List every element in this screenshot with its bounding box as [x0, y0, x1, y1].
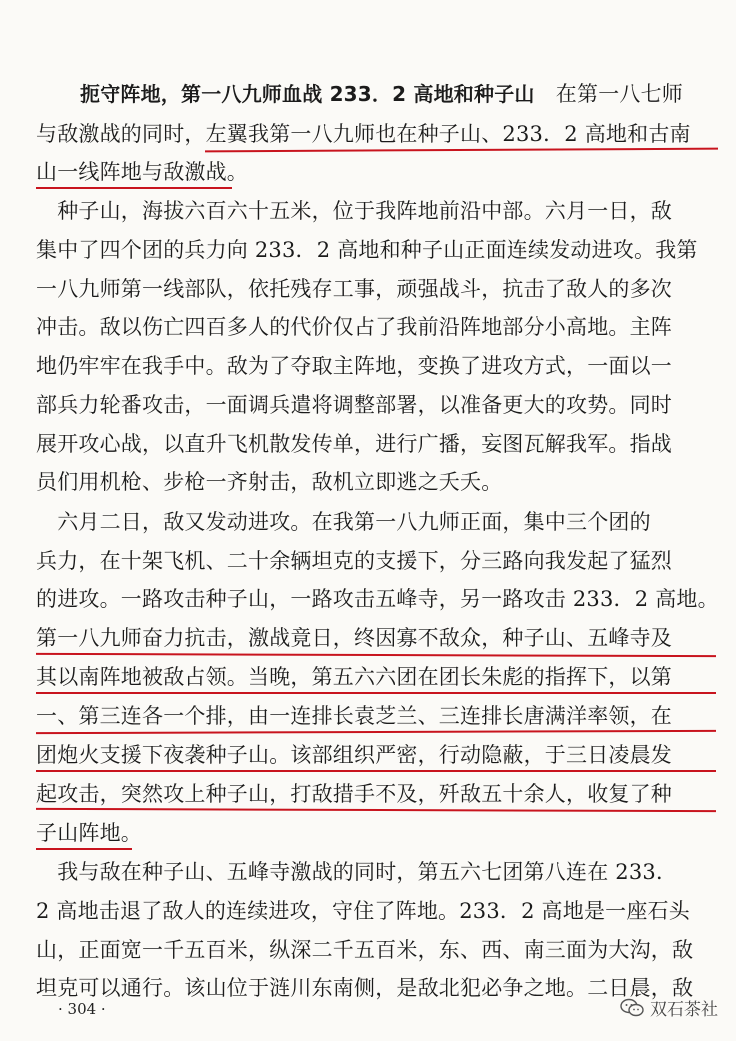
text-line-16: 其以南阵地被敌占领。当晚，第五六六团在团长朱彪的指挥下，以第	[36, 665, 672, 689]
section-heading: 扼守阵地，第一八九师血战 233．2 高地和种子山	[80, 82, 535, 106]
text-line-5: 集中了四个团的兵力向 233．2 高地和种子山正面连续发动进攻。我第	[36, 238, 698, 262]
text-line-11: 员们用机枪、步枪一齐射击，敌机立即逃之夭夭。	[36, 470, 503, 494]
text-line-21: 我与敌在种子山、五峰寺激战的同时，第五六七团第八连在 233．	[36, 860, 678, 884]
red-underline	[36, 730, 716, 734]
red-underline	[36, 770, 716, 772]
text-line-7: 冲击。敌以伤亡四百多人的代价仅占了我前沿阵地部分小高地。主阵	[36, 315, 672, 339]
watermark	[620, 995, 718, 1020]
text-line-1	[80, 80, 720, 108]
watermark-text: 双石茶社	[650, 1000, 718, 1020]
text-line-23: 山，正面宽一千五百米，纵深二千五百米，东、西、南三面为大沟，敌	[36, 938, 694, 962]
text-line-12: 六月二日，敌又发动进攻。在我第一八九师正面，集中三个团的	[36, 510, 651, 534]
text-line-19: 起攻击，突然攻上种子山，打敌措手不及，歼敌五十余人，收复了种	[36, 782, 672, 806]
text-line-2: 与敌激战的同时，左翼我第一八九师也在种子山、233．2 高地和古南	[36, 122, 691, 146]
text-line-6: 一八九师第一线部队，依托残存工事，顽强战斗，抗击了敌人的多次	[36, 277, 672, 301]
text-line-13: 兵力，在十架飞机、二十余辆坦克的支援下，分三路向我发起了猛烈	[36, 549, 672, 573]
red-underline	[36, 653, 716, 657]
text-line-9: 部兵力轮番攻击，一面调兵遣将调整部署，以准备更大的攻势。同时	[36, 393, 672, 417]
text-line-8: 地仍牢牢在我手中。敌为了夺取主阵地，变换了进攻方式，一面以一	[36, 354, 672, 378]
wechat-icon	[620, 998, 644, 1018]
red-underline	[205, 148, 718, 153]
red-underline	[36, 808, 716, 812]
heading-continuation: 在第一八七师	[534, 82, 683, 106]
text-line-20: 子山阵地。	[36, 821, 142, 845]
text-line-3: 山一线阵地与敌激战。	[36, 160, 248, 184]
text-line-4: 种子山，海拔六百六十五米，位于我阵地前沿中部。六月一日，敌	[36, 199, 672, 223]
red-underline	[36, 187, 232, 189]
text-line-18: 团炮火支援下夜袭种子山。该部组织严密，行动隐蔽，于三日凌晨发	[36, 743, 672, 767]
text-line-17: 一、第三连各一个排，由一连排长袁芝兰、三连排长唐满洋率领，在	[36, 704, 672, 728]
text-line-10: 展开攻心战，以直升飞机散发传单，进行广播，妄图瓦解我军。指战	[36, 432, 672, 456]
red-underline	[36, 692, 716, 694]
text-line-24: 坦克可以通行。该山位于涟川东南侧，是敌北犯必争之地。二日晨，敌	[36, 976, 694, 1000]
text-line-14: 的进攻。一路攻击种子山，一路攻击五峰寺，另一路攻击 233．2 高地。	[36, 587, 719, 611]
text-line-15: 第一八九师奋力抗击，激战竟日，终因寡不敌众，种子山、五峰寺及	[36, 626, 672, 650]
red-underline	[36, 848, 132, 850]
text-line-22: 2 高地击退了敌人的连续进攻，守住了阵地。233．2 高地是一座石头	[36, 899, 690, 923]
page-number: · 304 ·	[58, 1000, 106, 1018]
